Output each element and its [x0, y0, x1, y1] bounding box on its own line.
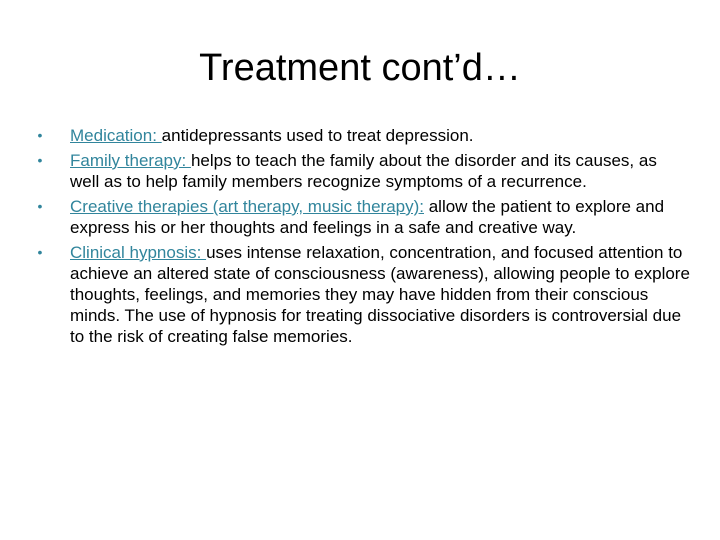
bullet-text: antidepressants used to treat depression. [161, 126, 474, 145]
bullet-icon: • [37, 198, 43, 214]
bullet-icon: • [37, 152, 43, 168]
bullet-term: Family therapy: [70, 151, 191, 170]
bullet-icon: • [37, 244, 43, 260]
bullet-text: helps to teach the family about the disorder and its causes, as well as to help family members recognize symptoms of a recurrence. [70, 151, 657, 191]
bullet-item-clinical-hypnosis [30, 242, 690, 347]
bullet-item-family-therapy [30, 150, 690, 192]
slide-title: Treatment cont’d… [199, 47, 521, 89]
bullet-term: Clinical hypnosis: [70, 243, 207, 262]
bullet-text: allow the patient to explore and express his or her thoughts and feelings in a safe and creative way. [70, 197, 665, 237]
bullet-item-creative-therapies [30, 196, 690, 238]
bullet-item-medication [30, 125, 690, 146]
bullet-term: Medication: [70, 126, 162, 145]
bullet-list [30, 125, 690, 351]
bullet-icon: • [37, 127, 43, 143]
bullet-term: Creative therapies (art therapy, music therapy): [70, 197, 424, 216]
bullet-text: uses intense relaxation, concentration, and focused attention to achieve an altered state of consciousness (awareness), allowing people to explore thoughts, feelings, and memories they may have hidden from their conscious minds. The use of hypnosis for treating dissociative disorders is controversial due to the risk of creating false memories. [70, 243, 690, 346]
